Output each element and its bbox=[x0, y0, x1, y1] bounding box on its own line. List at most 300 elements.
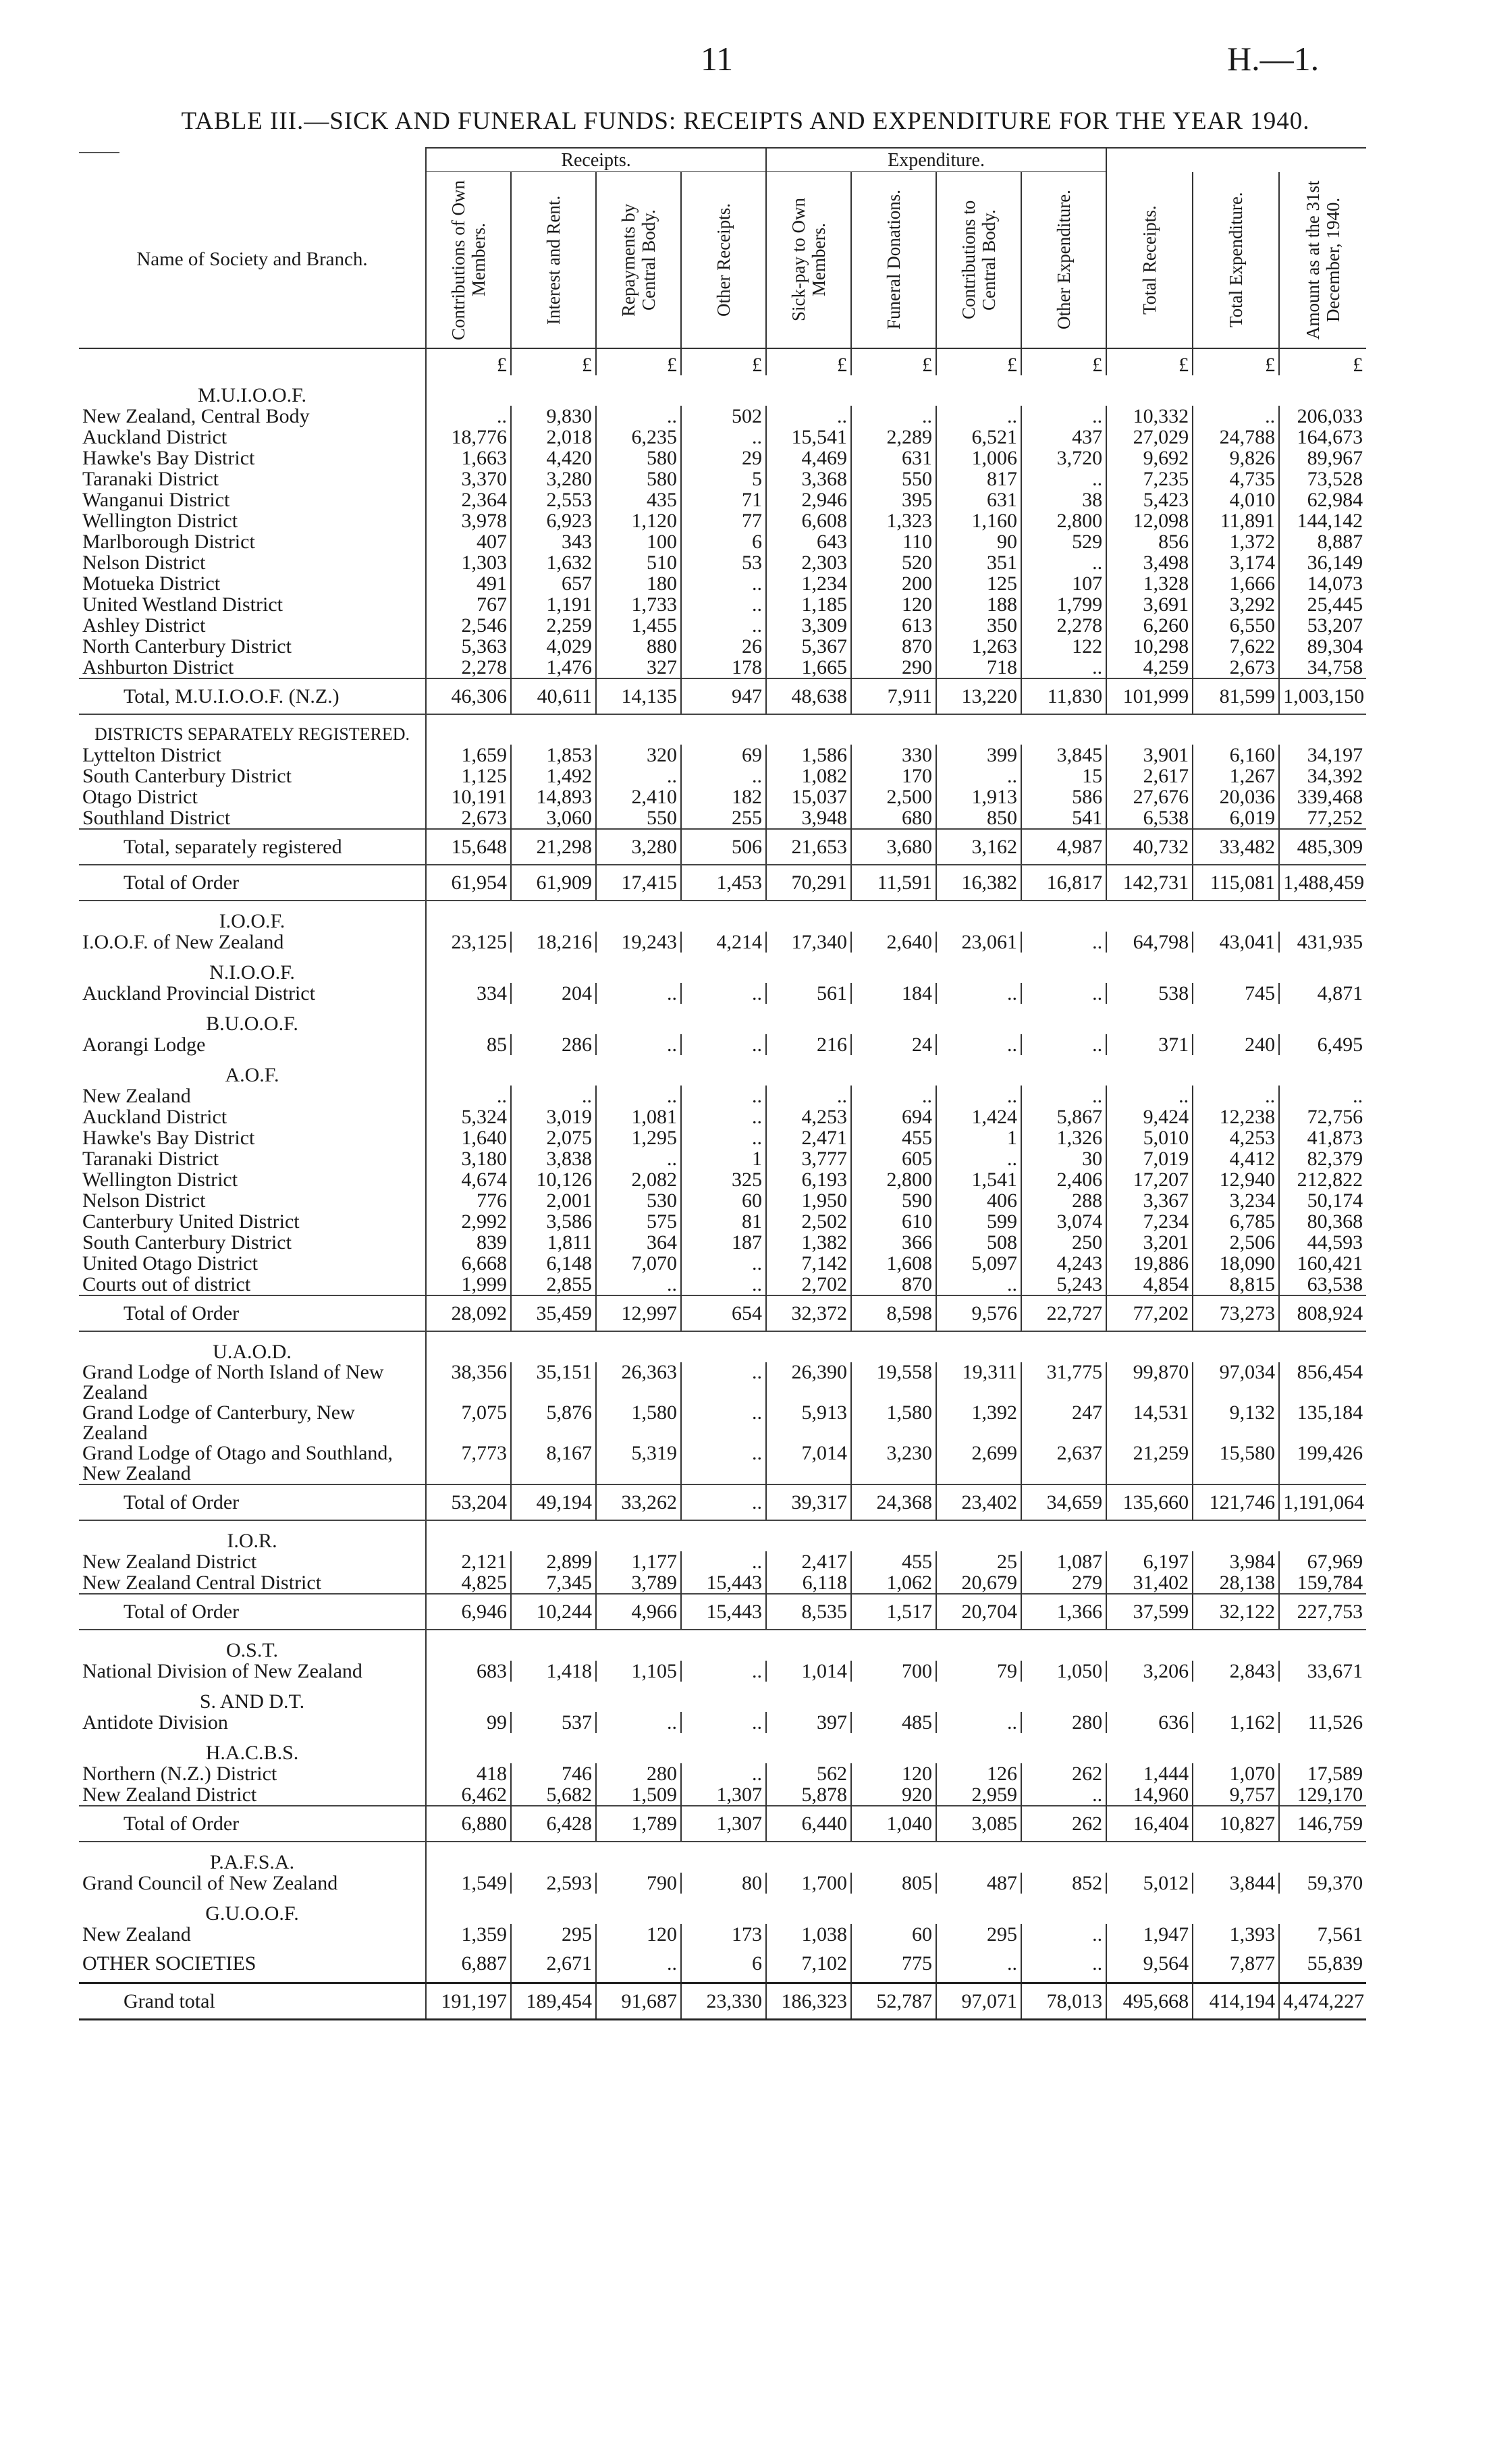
value-cell: 575 bbox=[596, 1211, 681, 1232]
section-heading: O.S.T. bbox=[226, 1639, 278, 1661]
table-row bbox=[79, 1784, 1366, 1806]
section-heading: G.U.O.O.F. bbox=[205, 1902, 299, 1925]
value-cell: 2,702 bbox=[766, 1274, 851, 1295]
value-cell: 14,531 bbox=[1106, 1403, 1193, 1443]
value-cell: 33,262 bbox=[596, 1484, 681, 1520]
value-cell: .. bbox=[596, 1034, 681, 1055]
value-cell: 1,014 bbox=[766, 1661, 851, 1682]
value-cell: 6,148 bbox=[511, 1253, 596, 1274]
value-cell: 97,034 bbox=[1193, 1362, 1279, 1403]
value-cell: 9,564 bbox=[1106, 1945, 1193, 1983]
value-cell: 7,070 bbox=[596, 1253, 681, 1274]
table-row bbox=[79, 1034, 1366, 1055]
value-cell: 80,368 bbox=[1279, 1211, 1366, 1232]
value-cell: 227,753 bbox=[1279, 1594, 1366, 1630]
value-cell: 3,174 bbox=[1193, 552, 1279, 573]
table-row bbox=[79, 657, 1366, 678]
value-cell: 3,060 bbox=[511, 807, 596, 829]
column-header-label: Repayments by Central Body. bbox=[618, 203, 659, 317]
value-cell: 6,462 bbox=[426, 1784, 511, 1806]
value-cell: 7,235 bbox=[1106, 468, 1193, 489]
value-cell: 38,356 bbox=[426, 1362, 511, 1403]
value-cell: 15,541 bbox=[766, 427, 851, 448]
value-cell: 1,267 bbox=[1193, 766, 1279, 786]
value-cell: 683 bbox=[426, 1661, 511, 1682]
value-cell: 1,663 bbox=[426, 448, 511, 468]
value-cell: 17,415 bbox=[596, 865, 681, 901]
value-cell: 1,632 bbox=[511, 552, 596, 573]
value-cell: .. bbox=[1021, 657, 1106, 678]
currency-symbol: £ bbox=[936, 348, 1021, 375]
value-cell: 455 bbox=[851, 1551, 936, 1572]
value-cell: 247 bbox=[1021, 1403, 1106, 1443]
value-cell: 110 bbox=[851, 531, 936, 552]
value-cell: 610 bbox=[851, 1211, 936, 1232]
value-cell: 538 bbox=[1106, 983, 1193, 1004]
value-cell: 5,367 bbox=[766, 636, 851, 657]
value-cell: 144,142 bbox=[1279, 510, 1366, 531]
value-cell: 1,700 bbox=[766, 1873, 851, 1894]
section-heading-row bbox=[79, 1520, 1366, 1551]
value-cell: 2,121 bbox=[426, 1551, 511, 1572]
value-cell: 97,071 bbox=[936, 1983, 1021, 2020]
value-cell: .. bbox=[681, 615, 766, 636]
value-cell: 366 bbox=[851, 1232, 936, 1253]
value-cell: 397 bbox=[766, 1712, 851, 1733]
branch-name: Lyttelton District bbox=[82, 744, 221, 766]
value-cell: 12,997 bbox=[596, 1295, 681, 1331]
value-cell: 4,474,227 bbox=[1279, 1983, 1366, 2020]
value-cell: 3,019 bbox=[511, 1106, 596, 1127]
value-cell: 9,826 bbox=[1193, 448, 1279, 468]
value-cell: 561 bbox=[766, 983, 851, 1004]
value-cell: 9,757 bbox=[1193, 1784, 1279, 1806]
value-cell: 5,012 bbox=[1106, 1873, 1193, 1894]
value-cell: 491 bbox=[426, 573, 511, 594]
section-heading: M.U.I.O.O.F. bbox=[198, 384, 306, 406]
value-cell: 455 bbox=[851, 1127, 936, 1148]
value-cell: .. bbox=[936, 1712, 1021, 1733]
total-row bbox=[79, 865, 1366, 901]
branch-name: Aorangi Lodge bbox=[82, 1034, 206, 1056]
branch-name: Wellington District bbox=[82, 510, 238, 532]
section-heading-row bbox=[79, 1894, 1366, 1924]
value-cell: 7,234 bbox=[1106, 1211, 1193, 1232]
value-cell: 290 bbox=[851, 657, 936, 678]
value-cell: 7,345 bbox=[511, 1572, 596, 1594]
value-cell: 90 bbox=[936, 531, 1021, 552]
value-cell: .. bbox=[681, 1712, 766, 1733]
value-cell: .. bbox=[936, 1274, 1021, 1295]
table-row bbox=[79, 1190, 1366, 1211]
value-cell: 1,366 bbox=[1021, 1594, 1106, 1630]
value-cell: 3,367 bbox=[1106, 1190, 1193, 1211]
branch-name: North Canterbury District bbox=[82, 635, 292, 658]
column-header-label: Interest and Rent. bbox=[543, 195, 564, 325]
value-cell: 53 bbox=[681, 552, 766, 573]
value-cell: 1,082 bbox=[766, 766, 851, 786]
value-cell: 330 bbox=[851, 745, 936, 766]
value-cell: 160,421 bbox=[1279, 1253, 1366, 1274]
branch-name: New Zealand bbox=[82, 1923, 191, 1946]
section-spacer bbox=[426, 714, 1366, 745]
value-cell: 790 bbox=[596, 1873, 681, 1894]
value-cell: .. bbox=[681, 1253, 766, 1274]
branch-name: Hawke's Bay District bbox=[82, 1127, 255, 1149]
section-spacer bbox=[426, 1055, 1366, 1086]
value-cell: 1,081 bbox=[596, 1106, 681, 1127]
total-label: Total of Order bbox=[79, 1806, 426, 1842]
value-cell: 580 bbox=[596, 468, 681, 489]
value-cell: 2,018 bbox=[511, 427, 596, 448]
value-cell: 4,854 bbox=[1106, 1274, 1193, 1295]
value-cell: .. bbox=[936, 766, 1021, 786]
value-cell: 2,278 bbox=[426, 657, 511, 678]
value-cell: 3,680 bbox=[851, 829, 936, 865]
table-row bbox=[79, 406, 1366, 427]
value-cell: 1,913 bbox=[936, 786, 1021, 807]
value-cell: 351 bbox=[936, 552, 1021, 573]
value-cell: 9,132 bbox=[1193, 1403, 1279, 1443]
value-cell: 30 bbox=[1021, 1148, 1106, 1169]
value-cell: 59,370 bbox=[1279, 1873, 1366, 1894]
value-cell: 2,671 bbox=[511, 1945, 596, 1983]
value-cell: 10,298 bbox=[1106, 636, 1193, 657]
total-label: Grand total bbox=[79, 1983, 426, 2020]
currency-symbol: £ bbox=[1279, 348, 1366, 375]
value-cell: 36,149 bbox=[1279, 552, 1366, 573]
value-cell: .. bbox=[681, 1661, 766, 1682]
value-cell: .. bbox=[1021, 406, 1106, 427]
value-cell: 122 bbox=[1021, 636, 1106, 657]
value-cell: 1,392 bbox=[936, 1403, 1021, 1443]
section-heading: P.A.F.S.A. bbox=[209, 1851, 295, 1873]
value-cell: 20,036 bbox=[1193, 786, 1279, 807]
value-cell: 1,666 bbox=[1193, 573, 1279, 594]
value-cell: 1,455 bbox=[596, 615, 681, 636]
value-cell: 3,691 bbox=[1106, 594, 1193, 615]
value-cell: .. bbox=[596, 406, 681, 427]
column-header-label: Contributions of Own Members. bbox=[448, 180, 489, 340]
value-cell: 120 bbox=[596, 1924, 681, 1945]
branch-name: United Otago District bbox=[82, 1252, 258, 1275]
value-cell: 2,640 bbox=[851, 932, 936, 953]
value-cell: 5,878 bbox=[766, 1784, 851, 1806]
section-spacer bbox=[426, 1331, 1366, 1362]
value-cell: 9,424 bbox=[1106, 1106, 1193, 1127]
value-cell: 135,184 bbox=[1279, 1403, 1366, 1443]
total-row bbox=[79, 678, 1366, 714]
section-heading-row bbox=[79, 1733, 1366, 1763]
page-number: 11 bbox=[701, 40, 734, 78]
value-cell: 1,665 bbox=[766, 657, 851, 678]
value-cell: 286 bbox=[511, 1034, 596, 1055]
value-cell: 1,040 bbox=[851, 1806, 936, 1842]
value-cell: 3,777 bbox=[766, 1148, 851, 1169]
value-cell: .. bbox=[766, 1086, 851, 1106]
value-cell: 6,946 bbox=[426, 1594, 511, 1630]
branch-name: Nelson District bbox=[82, 1189, 206, 1212]
value-cell: 191,197 bbox=[426, 1983, 511, 2020]
value-cell: 1,476 bbox=[511, 657, 596, 678]
branch-name: Taranaki District bbox=[82, 468, 219, 490]
value-cell: 73,273 bbox=[1193, 1295, 1279, 1331]
value-cell: 5,319 bbox=[596, 1443, 681, 1484]
branch-name: Southland District bbox=[82, 807, 231, 829]
value-cell: 1,580 bbox=[596, 1403, 681, 1443]
value-cell: 280 bbox=[596, 1763, 681, 1784]
branch-name: United Westland District bbox=[82, 593, 283, 616]
table-row bbox=[79, 983, 1366, 1004]
receipts-group-header: Receipts. bbox=[426, 148, 766, 172]
table-row bbox=[79, 1551, 1366, 1572]
value-cell: 947 bbox=[681, 678, 766, 714]
branch-name: New Zealand, Central Body bbox=[82, 405, 310, 427]
value-cell: 3,292 bbox=[1193, 594, 1279, 615]
branch-name: Auckland District bbox=[82, 1106, 227, 1128]
column-header-other-receipts bbox=[681, 172, 766, 349]
value-cell: 35,151 bbox=[511, 1362, 596, 1403]
value-cell: .. bbox=[596, 983, 681, 1004]
branch-name: Auckland District bbox=[82, 426, 227, 448]
value-cell: 1,191 bbox=[511, 594, 596, 615]
section-spacer bbox=[426, 1682, 1366, 1712]
value-cell: 9,830 bbox=[511, 406, 596, 427]
value-cell: 1,799 bbox=[1021, 594, 1106, 615]
value-cell: 89,967 bbox=[1279, 448, 1366, 468]
value-cell: 1,372 bbox=[1193, 531, 1279, 552]
value-cell: 79 bbox=[936, 1661, 1021, 1682]
value-cell: 435 bbox=[596, 489, 681, 510]
section-heading: N.I.O.O.F. bbox=[209, 961, 295, 984]
value-cell: 115,081 bbox=[1193, 865, 1279, 901]
branch-name: Ashburton District bbox=[82, 656, 234, 678]
value-cell: 7,877 bbox=[1193, 1945, 1279, 1983]
grand-total-row bbox=[79, 1983, 1366, 2020]
currency-symbol: £ bbox=[766, 348, 851, 375]
value-cell: 654 bbox=[681, 1295, 766, 1331]
column-header-total-receipts bbox=[1106, 172, 1193, 349]
value-cell: 99,870 bbox=[1106, 1362, 1193, 1403]
value-cell: 70,291 bbox=[766, 865, 851, 901]
value-cell: 399 bbox=[936, 745, 1021, 766]
value-cell: 6 bbox=[681, 531, 766, 552]
value-cell: 590 bbox=[851, 1190, 936, 1211]
table-row bbox=[79, 932, 1366, 953]
value-cell: 6,608 bbox=[766, 510, 851, 531]
value-cell: 26,363 bbox=[596, 1362, 681, 1403]
total-row bbox=[79, 1295, 1366, 1331]
column-header-label: Contributions to Central Body. bbox=[958, 200, 1000, 320]
value-cell: 85 bbox=[426, 1034, 511, 1055]
value-cell: 2,637 bbox=[1021, 1443, 1106, 1484]
value-cell: 19,243 bbox=[596, 932, 681, 953]
column-header-interest-and-rent bbox=[511, 172, 596, 349]
section-spacer bbox=[426, 375, 1366, 406]
currency-symbol: £ bbox=[1193, 348, 1279, 375]
value-cell: 694 bbox=[851, 1106, 936, 1127]
value-cell: .. bbox=[681, 1484, 766, 1520]
section-heading-row bbox=[79, 901, 1366, 932]
section-heading: S. AND D.T. bbox=[199, 1690, 305, 1713]
branch-name: Motueka District bbox=[82, 572, 221, 595]
value-cell: 15,580 bbox=[1193, 1443, 1279, 1484]
value-cell: 7,773 bbox=[426, 1443, 511, 1484]
value-cell: 3,085 bbox=[936, 1806, 1021, 1842]
value-cell: 537 bbox=[511, 1712, 596, 1733]
value-cell: 3,180 bbox=[426, 1148, 511, 1169]
value-cell: 2,289 bbox=[851, 427, 936, 448]
value-cell: 77,252 bbox=[1279, 807, 1366, 829]
section-spacer bbox=[426, 1004, 1366, 1034]
value-cell: 255 bbox=[681, 807, 766, 829]
table-row bbox=[79, 1924, 1366, 1945]
value-cell: 170 bbox=[851, 766, 936, 786]
value-cell: 28,092 bbox=[426, 1295, 511, 1331]
value-cell: 23,402 bbox=[936, 1484, 1021, 1520]
value-cell: 1,160 bbox=[936, 510, 1021, 531]
value-cell: 34,197 bbox=[1279, 745, 1366, 766]
branch-name: New Zealand Central District bbox=[82, 1572, 322, 1594]
total-row bbox=[79, 1594, 1366, 1630]
value-cell: 13,220 bbox=[936, 678, 1021, 714]
value-cell: 23,125 bbox=[426, 932, 511, 953]
total-label: Total of Order bbox=[79, 1484, 426, 1520]
value-cell: 25 bbox=[936, 1551, 1021, 1572]
value-cell: 776 bbox=[426, 1190, 511, 1211]
section-heading: I.O.R. bbox=[227, 1530, 277, 1552]
column-header-contributions-to-central-body bbox=[936, 172, 1021, 349]
value-cell: 631 bbox=[936, 489, 1021, 510]
section-heading-row bbox=[79, 1331, 1366, 1362]
value-cell: 1,453 bbox=[681, 865, 766, 901]
value-cell: 529 bbox=[1021, 531, 1106, 552]
value-cell: 81 bbox=[681, 1211, 766, 1232]
value-cell: 41,873 bbox=[1279, 1127, 1366, 1148]
value-cell: 2,506 bbox=[1193, 1232, 1279, 1253]
table-row bbox=[79, 1661, 1366, 1682]
column-header-label: Total Receipts. bbox=[1139, 205, 1160, 315]
value-cell: .. bbox=[1021, 1945, 1106, 1983]
value-cell: 17,589 bbox=[1279, 1763, 1366, 1784]
value-cell: 10,827 bbox=[1193, 1806, 1279, 1842]
section-spacer bbox=[426, 1520, 1366, 1551]
value-cell: 7,014 bbox=[766, 1443, 851, 1484]
value-cell: 49,194 bbox=[511, 1484, 596, 1520]
section-heading: A.O.F. bbox=[225, 1064, 279, 1086]
value-cell: .. bbox=[1021, 983, 1106, 1004]
total-label: Total of Order bbox=[79, 1295, 426, 1331]
value-cell: 1,328 bbox=[1106, 573, 1193, 594]
value-cell: 856,454 bbox=[1279, 1362, 1366, 1403]
value-cell: 16,404 bbox=[1106, 1806, 1193, 1842]
column-header-label: Total Expenditure. bbox=[1226, 192, 1247, 328]
value-cell: 8,815 bbox=[1193, 1274, 1279, 1295]
value-cell: 850 bbox=[936, 807, 1021, 829]
value-cell: 520 bbox=[851, 552, 936, 573]
value-cell: .. bbox=[681, 1403, 766, 1443]
value-cell: 7,622 bbox=[1193, 636, 1279, 657]
value-cell: 82,379 bbox=[1279, 1148, 1366, 1169]
value-cell: 541 bbox=[1021, 807, 1106, 829]
value-cell: 3,844 bbox=[1193, 1873, 1279, 1894]
value-cell: 15 bbox=[1021, 766, 1106, 786]
value-cell: 6,440 bbox=[766, 1806, 851, 1842]
value-cell: 60 bbox=[681, 1190, 766, 1211]
branch-name: Auckland Provincial District bbox=[82, 982, 315, 1005]
value-cell: 8,535 bbox=[766, 1594, 851, 1630]
value-cell: 7,075 bbox=[426, 1403, 511, 1443]
value-cell: .. bbox=[681, 1086, 766, 1106]
value-cell: 3,370 bbox=[426, 468, 511, 489]
value-cell: 35,459 bbox=[511, 1295, 596, 1331]
value-cell: 1,323 bbox=[851, 510, 936, 531]
value-cell: 1 bbox=[681, 1148, 766, 1169]
value-cell: 4,871 bbox=[1279, 983, 1366, 1004]
section-spacer bbox=[426, 1630, 1366, 1661]
column-header-total-expenditure bbox=[1193, 172, 1279, 349]
value-cell: 502 bbox=[681, 406, 766, 427]
table-row bbox=[79, 1086, 1366, 1106]
value-cell: 1,853 bbox=[511, 745, 596, 766]
currency-row-label bbox=[79, 348, 426, 375]
value-cell: 3,162 bbox=[936, 829, 1021, 865]
value-cell: 550 bbox=[596, 807, 681, 829]
value-cell: .. bbox=[1021, 1784, 1106, 1806]
value-cell: 4,674 bbox=[426, 1169, 511, 1190]
value-cell: 3,234 bbox=[1193, 1190, 1279, 1211]
value-cell: .. bbox=[1021, 1924, 1106, 1945]
table-row bbox=[79, 1873, 1366, 1894]
currency-symbol: £ bbox=[1106, 348, 1193, 375]
value-cell: 808,924 bbox=[1279, 1295, 1366, 1331]
table-row bbox=[79, 1253, 1366, 1274]
value-cell: 6 bbox=[681, 1945, 766, 1983]
value-cell: 14,960 bbox=[1106, 1784, 1193, 1806]
value-cell: 1,947 bbox=[1106, 1924, 1193, 1945]
value-cell: .. bbox=[1193, 406, 1279, 427]
value-cell: 142,731 bbox=[1106, 865, 1193, 901]
value-cell: 325 bbox=[681, 1169, 766, 1190]
value-cell: 126 bbox=[936, 1763, 1021, 1784]
value-cell: 1,359 bbox=[426, 1924, 511, 1945]
table-row bbox=[79, 594, 1366, 615]
value-cell: 839 bbox=[426, 1232, 511, 1253]
value-cell: .. bbox=[681, 1274, 766, 1295]
column-header-row bbox=[79, 172, 1366, 349]
value-cell: 8,887 bbox=[1279, 531, 1366, 552]
value-cell: 745 bbox=[1193, 983, 1279, 1004]
value-cell: 53,207 bbox=[1279, 615, 1366, 636]
table-row bbox=[79, 745, 1366, 766]
value-cell: 2,959 bbox=[936, 1784, 1021, 1806]
value-cell: 2,855 bbox=[511, 1274, 596, 1295]
section-heading-row bbox=[79, 953, 1366, 983]
value-cell: 1,070 bbox=[1193, 1763, 1279, 1784]
value-cell: 1,003,150 bbox=[1279, 678, 1366, 714]
value-cell: 636 bbox=[1106, 1712, 1193, 1733]
branch-name: OTHER SOCIETIES bbox=[82, 1952, 256, 1975]
table-row bbox=[79, 1274, 1366, 1295]
value-cell: 7,102 bbox=[766, 1945, 851, 1983]
value-cell: 9,576 bbox=[936, 1295, 1021, 1331]
value-cell: 15,443 bbox=[681, 1572, 766, 1594]
value-cell: 23,330 bbox=[681, 1983, 766, 2020]
value-cell: 5,243 bbox=[1021, 1274, 1106, 1295]
value-cell: .. bbox=[1021, 552, 1106, 573]
value-cell: 6,538 bbox=[1106, 807, 1193, 829]
value-cell: 1,062 bbox=[851, 1572, 936, 1594]
